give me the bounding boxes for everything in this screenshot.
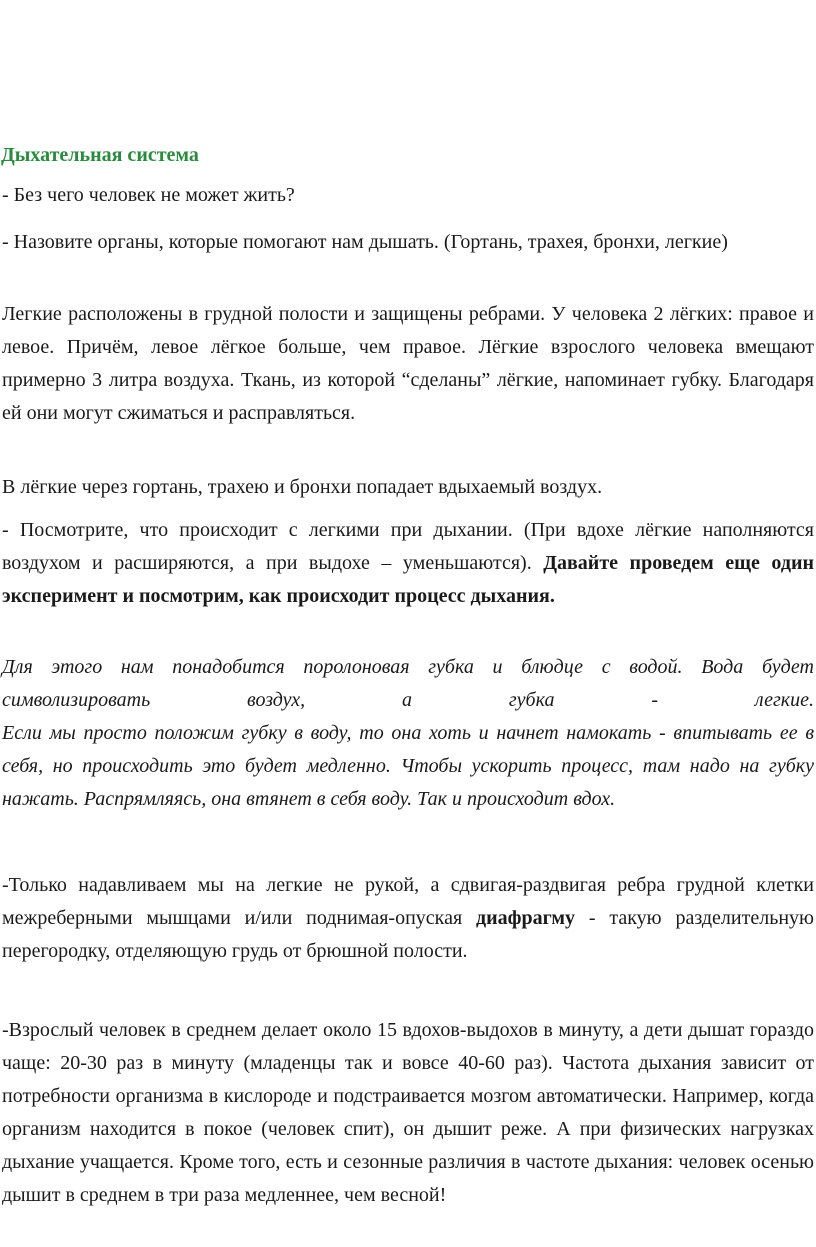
breathing-question: - Посмотрите, что происходит с легкими при дыхании. (При вдохе лёгкие наполняются воздухом и расширяются, а при выдохе – уменьшаются). [2,519,814,574]
paragraph-lungs: Легкие расположены в грудной полости и защищены ребрами. У человека 2 лёгких: правое и левое. Причём, левое лёгкое больше, чем правое. Лёгкие взрослого человека вмещают примерно 3 литра воздуха. Ткань, из которой “сделаны” лёгкие, напоминает губку. Благодаря ей они могут сжиматься и расправляться. [2,303,814,424]
paragraph-airway: В лёгкие через гортань, трахею и бронхи попадает вдыхаемый воздух. [2,476,603,498]
experiment-materials: Для этого нам понадобится поролоновая губка и блюдце с водой. Вода будет символизировать воздух, а губка - легкие. [2,656,814,711]
experiment-description [2,651,814,816]
question-1: - Без чего человек не может жить? [2,184,295,206]
page-title: Дыхательная система [1,144,199,166]
diaphragm-text-before: -Только надавливаем мы на легкие не рукой, а сдвигая-раздвигая ребра грудной клетки межреберными мышцами и/или поднимая-опуская [2,874,814,929]
paragraph-breathing [2,514,814,613]
paragraph-breathing-rate: -Взрослый человек в среднем делает около 15 вдохов-выдохов в минуту, а дети дышат гораздо чаще: 20-30 раз в минуту (младенцы так и вовсе 40-60 раз). Частота дыхания зависит от потребности организма в кислороде и подстраивается мозгом автоматически. Например, когда организм находится в покое (человек спит), он дышит реже. А при физических нагрузках дыхание учащается. Кроме того, есть и сезонные различия в частоте дыхания: человек осенью дышит в среднем в три раза медленнее, чем весной! [2,1019,814,1206]
question-2: - Назовите органы, которые помогают нам дышать. (Гортань, трахея, бронхи, легкие) [2,231,728,253]
experiment-process: Если мы просто положим губку в воду, то она хоть и начнет намокать - впитывать ее в себя, но происходить это будет медленно. Чтобы ускорить процесс, там надо на губку нажать. Распрямляясь, она втянет в себя воду. Так и происходит вдох. [2,722,814,810]
paragraph-diaphragm [2,869,814,968]
experiment-intro: Давайте проведем еще один эксперимент и посмотрим, как происходит процесс дыхания. [2,552,814,607]
diaphragm-term: диафрагму [476,907,576,929]
diaphragm-text-after: - такую разделительную перегородку, отделяющую грудь от брюшной полости. [2,907,814,962]
